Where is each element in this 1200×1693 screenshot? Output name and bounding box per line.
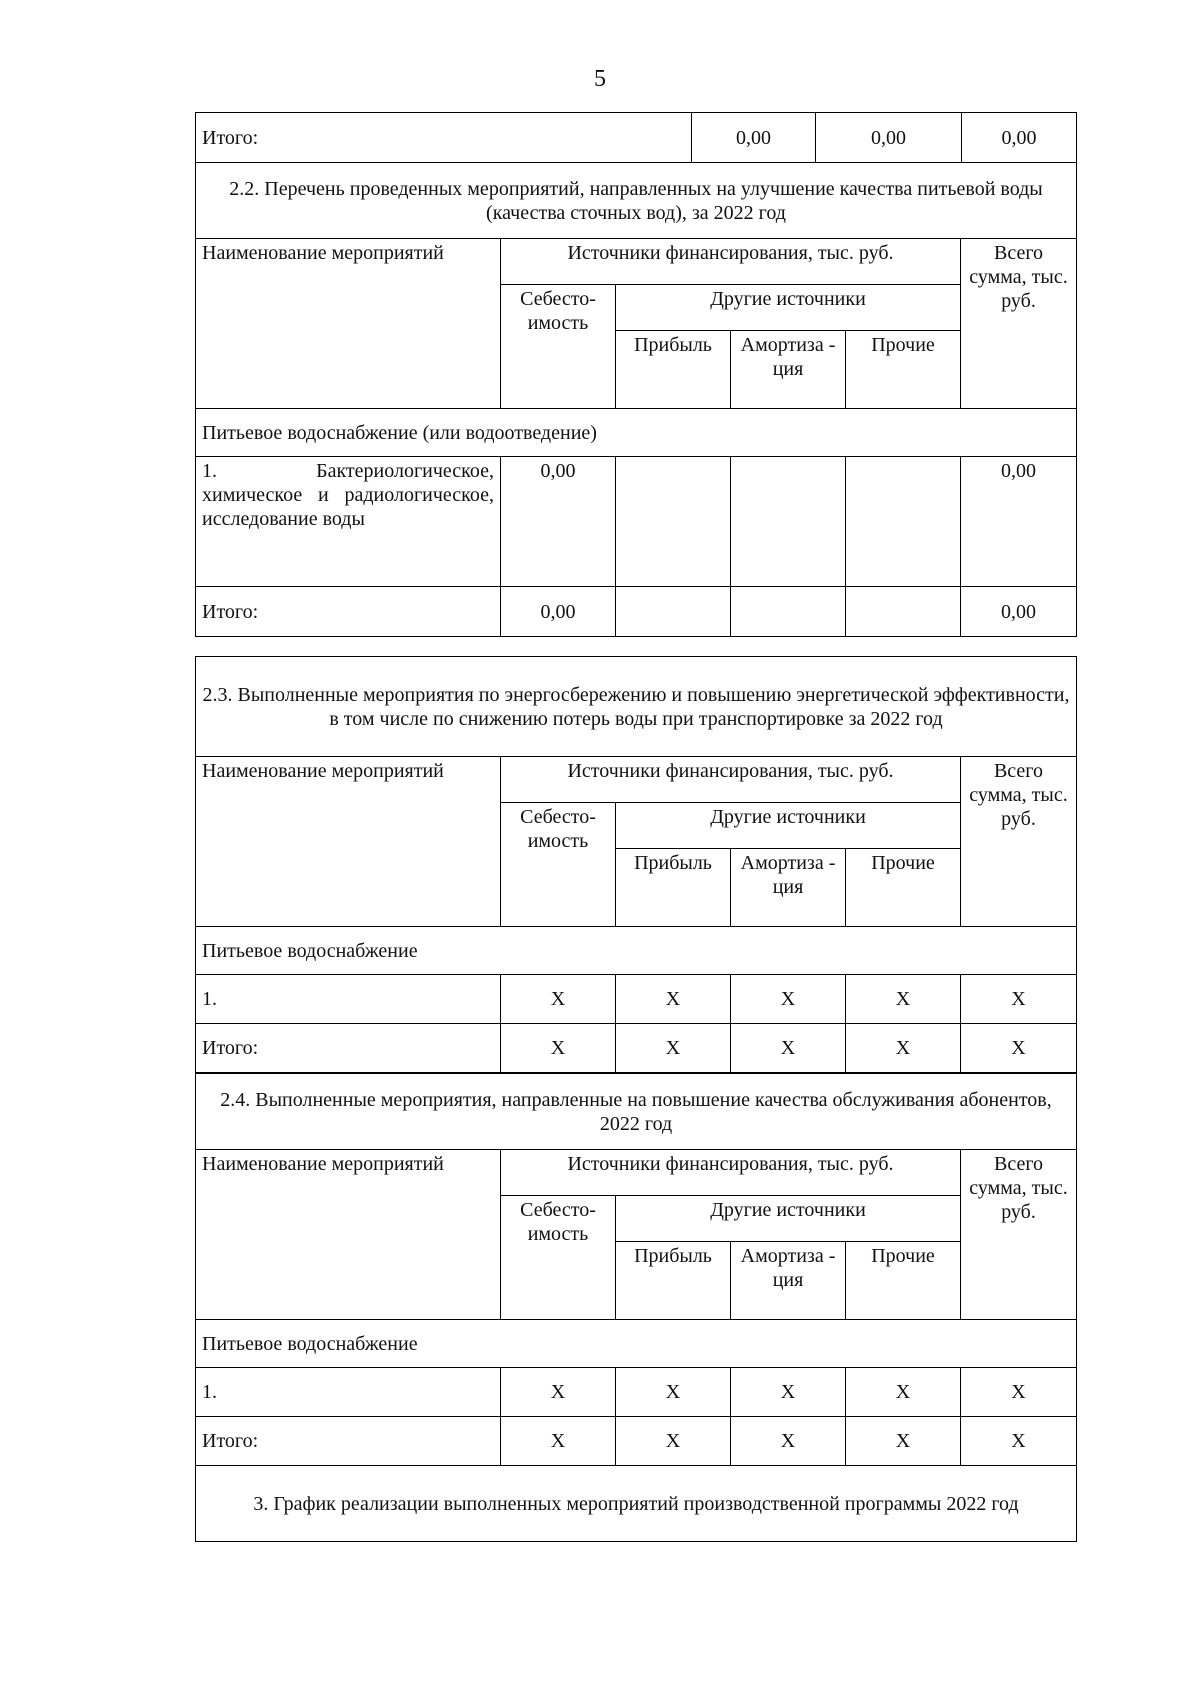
total-row — [196, 1417, 1077, 1466]
cell-x: Х — [961, 975, 1077, 1024]
header-cost: Себесто-имость — [501, 1196, 616, 1320]
header-sources: Источники финансирования, тыс. руб. — [501, 239, 961, 285]
total-value: 0,00 — [692, 113, 816, 163]
header-name: Наименование мероприятий — [196, 1150, 501, 1320]
row-total: 0,00 — [961, 457, 1077, 587]
cell-x: Х — [616, 1024, 731, 1073]
cell-x: Х — [616, 1417, 731, 1466]
cell-x: Х — [961, 1368, 1077, 1417]
cell-x: Х — [846, 975, 961, 1024]
section-2-2-table — [195, 162, 1077, 637]
header-other: Другие источники — [616, 285, 961, 331]
header-cost: Себесто-имость — [501, 285, 616, 409]
row-cost: 0,00 — [501, 457, 616, 587]
total-label: Итого: — [196, 113, 692, 163]
group-label: Питьевое водоснабжение — [196, 1320, 1077, 1368]
section-title: 2.4. Выполненные мероприятия, направленные на повышение качества обслуживания абонентов, 2022 год — [196, 1074, 1077, 1150]
cell-x: Х — [501, 1368, 616, 1417]
section-2-4-table — [195, 1073, 1077, 1466]
row-label: 1. — [196, 975, 501, 1024]
cell-x: Х — [731, 1368, 846, 1417]
cell-x: Х — [731, 975, 846, 1024]
header-other: Другие источники — [616, 803, 961, 849]
total-label: Итого: — [196, 1417, 501, 1466]
cell-x: Х — [846, 1024, 961, 1073]
row-profit — [616, 457, 731, 587]
cell-x: Х — [961, 1417, 1077, 1466]
total-cost: 0,00 — [501, 587, 616, 637]
header-name: Наименование мероприятий — [196, 239, 501, 409]
header-cost: Себесто-имость — [501, 803, 616, 927]
section-2-3-table — [195, 656, 1077, 1073]
header-sources: Источники финансирования, тыс. руб. — [501, 1150, 961, 1196]
section-title: 2.2. Перечень проведенных мероприятий, направленных на улучшение качества питьевой воды (качества сточных вод), за 2022 год — [196, 163, 1077, 239]
row-label: 1. — [196, 1368, 501, 1417]
header-misc: Прочие — [846, 849, 961, 927]
header-misc: Прочие — [846, 1242, 961, 1320]
row-misc — [846, 457, 961, 587]
header-other: Другие источники — [616, 1196, 961, 1242]
header-misc: Прочие — [846, 331, 961, 409]
table-row — [196, 1368, 1077, 1417]
cell-x: Х — [846, 1368, 961, 1417]
group-label: Питьевое водоснабжение — [196, 927, 1077, 975]
row-name: 1. Бактериологическое, химическое и радиологическое, исследование воды — [196, 457, 501, 587]
section-title: 2.3. Выполненные мероприятия по энергосбережению и повышению энергетической эффективности, в том числе по снижению потерь воды при транспортировке за 2022 год — [196, 657, 1077, 757]
cell-x: Х — [961, 1024, 1077, 1073]
total-label: Итого: — [196, 1024, 501, 1073]
cell-x: Х — [501, 975, 616, 1024]
cell-x: Х — [616, 975, 731, 1024]
header-name: Наименование мероприятий — [196, 757, 501, 927]
total-value: 0,00 — [962, 113, 1077, 163]
table-row — [196, 975, 1077, 1024]
header-total: Всего сумма, тыс. руб. — [961, 239, 1077, 409]
row-amort — [731, 457, 846, 587]
cell-x: Х — [731, 1417, 846, 1466]
header-total: Всего сумма, тыс. руб. — [961, 1150, 1077, 1320]
header-total: Всего сумма, тыс. руб. — [961, 757, 1077, 927]
cell-x: Х — [501, 1024, 616, 1073]
header-profit: Прибыль — [616, 331, 731, 409]
table-row — [196, 457, 1077, 587]
total-row — [196, 587, 1077, 637]
header-profit: Прибыль — [616, 1242, 731, 1320]
header-amort: Амортиза - ция — [731, 849, 846, 927]
cell-x: Х — [616, 1368, 731, 1417]
cell-x: Х — [501, 1417, 616, 1466]
total-row — [196, 1024, 1077, 1073]
cell-x: Х — [846, 1417, 961, 1466]
cell-x: Х — [731, 1024, 846, 1073]
section-3-table — [195, 1465, 1077, 1542]
header-amort: Амортиза - ция — [731, 1242, 846, 1320]
page-number: 5 — [594, 66, 606, 92]
header-profit: Прибыль — [616, 849, 731, 927]
header-sources: Источники финансирования, тыс. руб. — [501, 757, 961, 803]
total-sum: 0,00 — [961, 587, 1077, 637]
total-label: Итого: — [196, 587, 501, 637]
total-value: 0,00 — [816, 113, 962, 163]
total-row — [196, 113, 1077, 163]
header-amort: Амортиза - ция — [731, 331, 846, 409]
total-table-top — [195, 112, 1077, 163]
section-title: 3. График реализации выполненных мероприятий производственной программы 2022 год — [196, 1466, 1077, 1542]
group-label: Питьевое водоснабжение (или водоотведение) — [196, 409, 1077, 457]
